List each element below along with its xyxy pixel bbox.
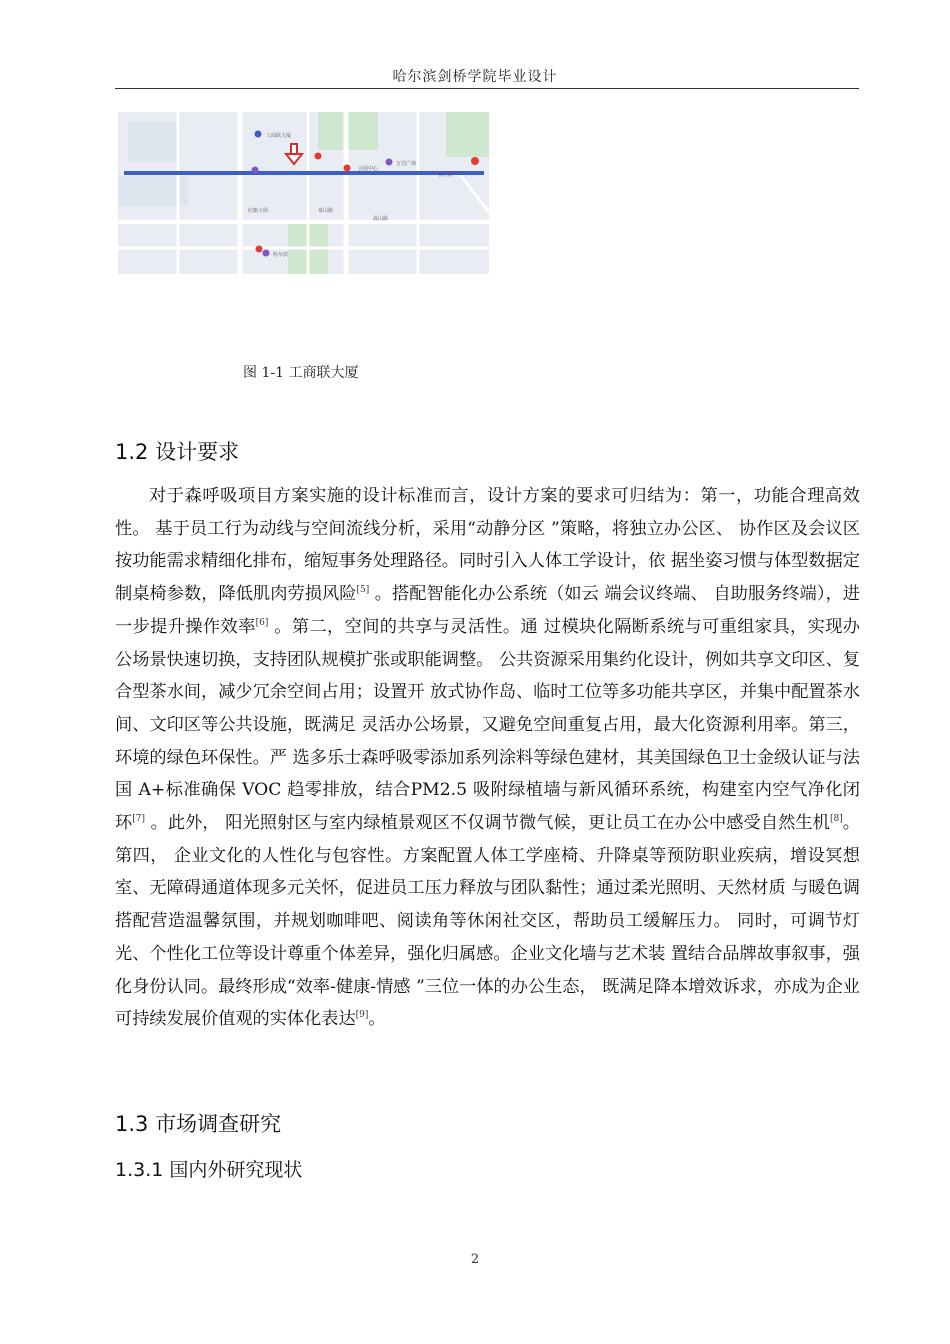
map-label: 工商联大厦 xyxy=(266,133,292,139)
location-map-figure xyxy=(118,112,489,274)
map-label: 万达广场 xyxy=(396,161,417,167)
map-pin-icon xyxy=(344,165,351,172)
page-header-title: 哈尔滨剑桥学院毕业设计 xyxy=(392,69,558,85)
citation-ref: [8] xyxy=(829,814,843,825)
map-poi-icon xyxy=(263,250,270,257)
map-pin-icon xyxy=(471,157,479,165)
section-1-2-paragraph xyxy=(115,480,860,1036)
map-park xyxy=(446,112,489,157)
map-label: 泰山路 xyxy=(318,208,334,214)
paragraph-text: 。此外， 阳光照射区与室内绿植景观区不仅调节微气候，更让员工在办公中感受自然生机 xyxy=(145,813,830,834)
map-label: 嵩山路 xyxy=(373,216,389,222)
map-pin-icon xyxy=(315,153,322,160)
map-label: 会展中心 xyxy=(358,166,379,172)
section-heading-1-3: 1.3 市场调查研究 xyxy=(115,1112,282,1136)
map-pin-icon xyxy=(256,246,263,253)
paragraph-text: 。搭配智能化办公系统（如云 端会议终端、 自助服务终端），进一步提升操作效率 xyxy=(115,584,860,637)
header-divider xyxy=(115,88,859,89)
section-heading-1-3-1: 1.3.1 国内外研究现状 xyxy=(115,1159,303,1181)
map-label: 长江路 xyxy=(438,172,454,178)
map-block xyxy=(128,122,178,162)
section-heading-1-2: 1.2 设计要求 xyxy=(115,440,240,464)
paragraph-text: 。 xyxy=(368,1009,386,1030)
citation-ref: [7] xyxy=(132,814,146,825)
paragraph-text: 对于森呼吸项目方案实施的设计标准而言，设计方案的要求可归结为：第一，功能合理高效性。 基于员工行为动线与空间流线分析，采用“动静分区 ”策略，将独立办公区、 协作区及会议区按功能需求精细化排布，缩短事务处理路径。同时引入人体工学设计，依 据坐姿习惯与体型数据定制桌椅参数，降低肌肉劳损风险 xyxy=(115,486,860,605)
map-poi-icon xyxy=(252,167,259,174)
paragraph-text: 。第二，空间的共享与灵活性。通 过模块化隔断系统与可重组家具，实现办公场景快速切换，支持团队规模扩张或职能调整。 公共资源采用集约化设计，例如共享文印区、复合型茶水间，减少冗余空间占用；设置开 放式协作岛、临时工位等多功能共享区，并集中配置茶水间、文印区等公共设施，既满足 灵活办公场景，又避免空间重复占用，最大化资源利用率。第三，环境的绿色环保性。严 选多乐士森呼吸零添加系列涂料等绿色建材，其美国绿色卫士金级认证与法国 A+标准确保 VOC 趋零排放，结合PM2.5 吸附绿植墙与新风循环系统，构建室内空气净化闭环 xyxy=(115,616,860,834)
citation-ref: [6] xyxy=(255,617,269,628)
map-label: 红旗大街 xyxy=(248,208,269,214)
citation-ref: [5] xyxy=(356,585,370,596)
paragraph-text: 。第四， 企业文化的人性化与包容性。方案配置人体工学座椅、升降桌等预防职业疾病，增设冥想 室、无障碍通道体现多元关怀，促进员工压力释放与团队黏性；通过柔光照明、天然材质 与暖色调搭配营造温馨氛围，并规划咖啡吧、阅读角等休闲社交区，帮助员工缓解压力。 同时，可调节灯光、个性化工位等设计尊重个体差异，强化归属感。企业文化墙与艺术装 置结合品牌故事叙事，强化身份认同。最终形成“效率-健康-情感 ”三位一体的办公生态， 既满足降本增效诉求，亦成为企业可持续发展价值观的实体化表达 xyxy=(115,813,860,1030)
map-poi-icon xyxy=(386,159,393,166)
figure-caption: 图 1-1 工商联大厦 xyxy=(243,365,359,381)
map-poi-icon xyxy=(255,131,262,138)
citation-ref: [9] xyxy=(355,1010,369,1021)
map-label: 哈尔滨 xyxy=(273,252,289,258)
page-number: 2 xyxy=(470,1252,480,1267)
